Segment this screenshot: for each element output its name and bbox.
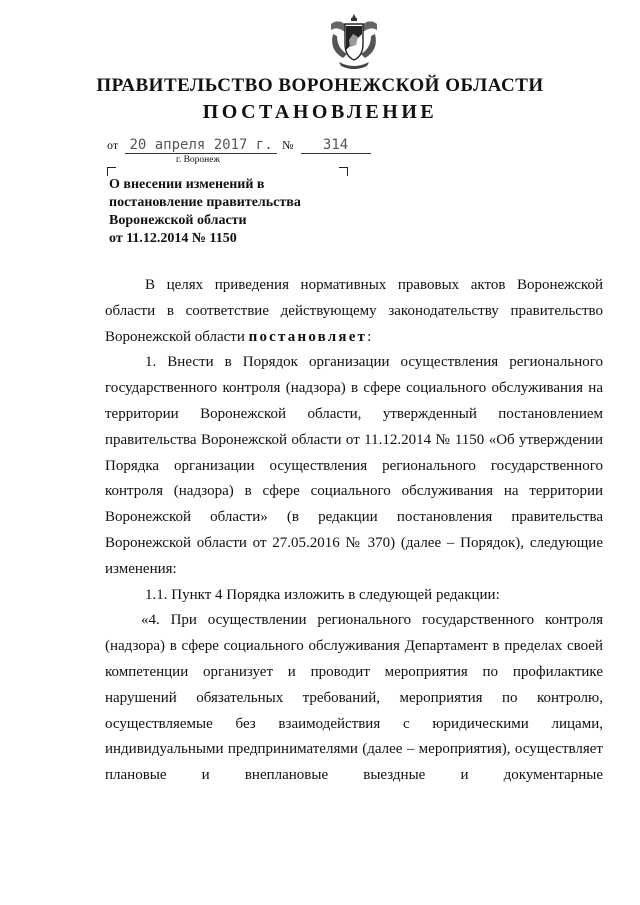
subject-line: О внесении изменений в (109, 177, 265, 192)
preamble-decree-word: постановляет (248, 328, 368, 345)
preamble-colon: : (367, 328, 372, 345)
date-number-line (107, 137, 371, 154)
coat-of-arms-icon (325, 10, 383, 72)
preamble-text: В целях приведения нормативных правовых актов Воронежской области в соответствие действующему законодательству правительство Воронежской области (105, 277, 603, 345)
city-label: г. Воронеж (176, 155, 221, 165)
document-number: 314 (301, 137, 371, 154)
document-date: 20 апреля 2017 г. (125, 137, 277, 154)
number-label: № (282, 138, 294, 152)
government-title: ПРАВИТЕЛЬСТВО ВОРОНЕЖСКОЙ ОБЛАСТИ (96, 75, 544, 96)
subject-line: постановление правительства (109, 195, 301, 210)
document-type: ПОСТАНОВЛЕНИЕ (202, 101, 438, 123)
document-subject (109, 176, 301, 248)
subject-bracket-right (339, 167, 348, 176)
preamble-paragraph (105, 273, 603, 350)
from-label: от (107, 138, 119, 152)
paragraph-1: 1. Внести в Порядок организации осуществления регионального государственного контроля (надзора) в сфере социального обслуживания на территории Воронежской области, утвержденный постановлением правительства Воронежской области от 11.12.2014 № 1150 «Об утверждении Порядка организации осуществления регионального государственного контроля (надзора) в сфере социального обслуживания на территории Воронежской области» (в редакции постановления правительства Воронежской области от 27.05.2016 № 370) (далее – Порядок), следующие изменения: (105, 354, 603, 577)
document-body (105, 273, 603, 789)
subject-line: от 11.12.2014 № 1150 (109, 231, 237, 246)
paragraph-1-1: 1.1. Пункт 4 Порядка изложить в следующей редакции: (145, 586, 500, 603)
subject-line: Воронежской области (109, 213, 247, 228)
subject-bracket-left (107, 167, 116, 176)
paragraph-4-text: «4. При осуществлении регионального государственного контроля (надзора) в сфере социального обслуживания Департамент в пределах своей компетенции организует и проводит мероприятия по профилактике нарушений обязательных требований, мероприятия по контролю, осуществляемые без взаимодействия с юридическими лицами, индивидуальными предпринимателями (далее – мероприятия), осуществляет плановые и внеплановые выездные и документарные (105, 612, 603, 784)
